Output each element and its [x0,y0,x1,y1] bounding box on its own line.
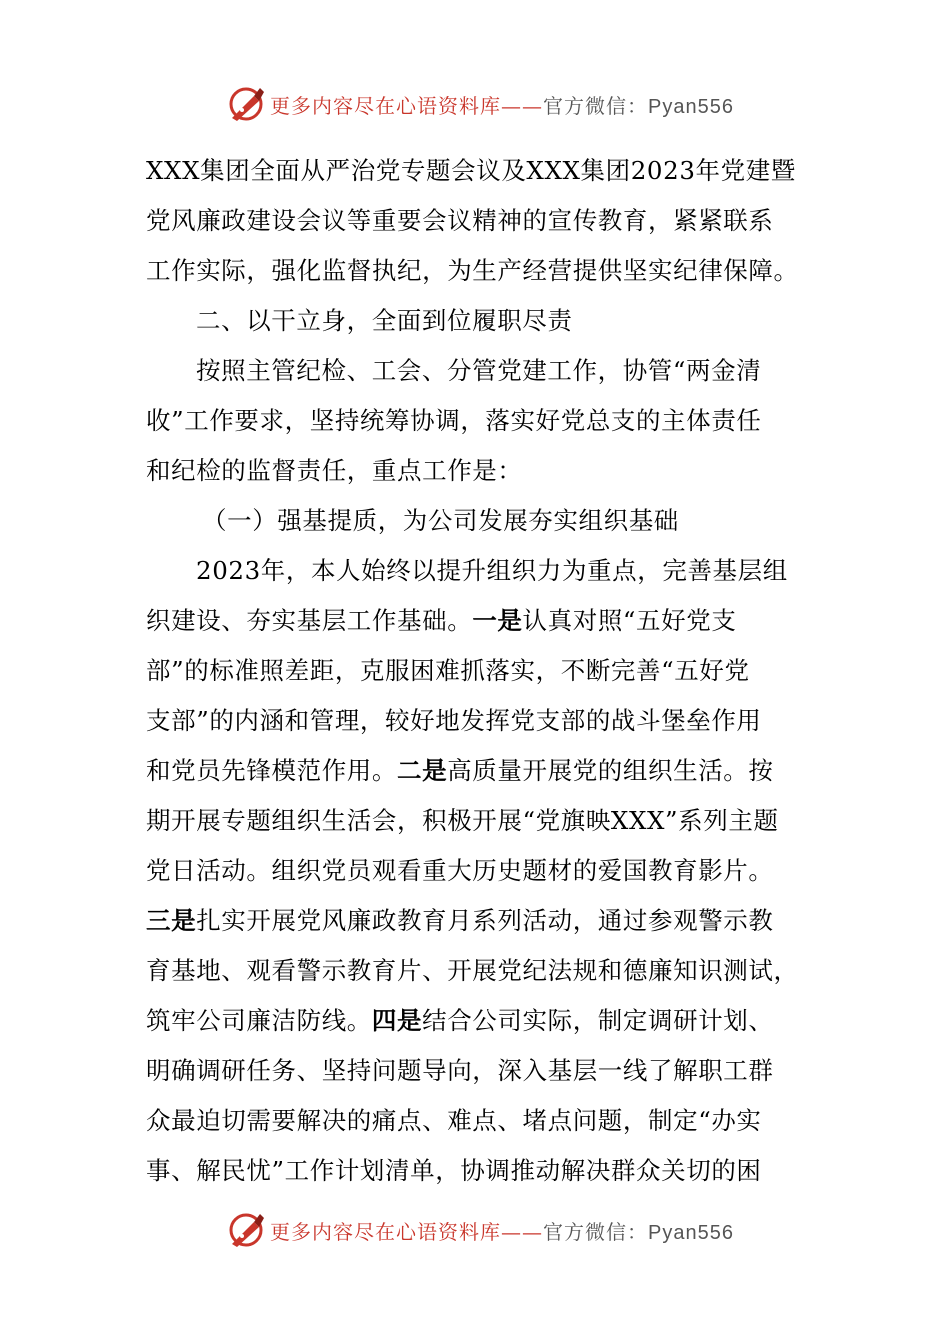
text-line [146,596,806,646]
keyword-bold: 四是 [371,1006,423,1035]
text-span: 认真对照“五好党支 [522,606,737,635]
text-line: 收”工作要求，坚持统筹协调，落实好党总支的主体责任 [146,406,762,435]
keyword-bold: 一是 [472,606,523,635]
text-line: 期开展专题组织生活会，积极开展“党旗映XXX”系列主题 [146,806,779,835]
text-line: 育基地、观看警示教育片、开展党纪法规和德廉知识测试， [146,956,799,985]
text-line: 事、解民忧”工作计划清单，协调推动解决群众关切的困 [146,1156,762,1185]
text-line: 按照主管纪检、工会、分管党建工作，协管“两金清 [196,356,762,385]
header-banner [0,82,950,126]
banner-dash: —— [501,94,543,118]
text-line: 2023年，本人始终以提升组织力为重点，完善基层组 [196,556,788,585]
text-line: 部”的标准照差距，克服困难抓落实，不断完善“五好党 [146,656,750,685]
text-line: 和纪检的监督责任，重点工作是： [146,456,523,485]
banner-handle: Pyan556 [648,96,734,118]
text-line [146,746,806,796]
footer-banner [0,1208,950,1252]
text-line [146,996,806,1046]
subsection-heading: （一）强基提质，为公司发展夯实组织基础 [202,506,679,535]
text-line: 工作实际，强化监督执纪，为生产经营提供坚实纪律保障。 [146,256,799,285]
banner-handle: Pyan556 [648,1222,734,1244]
banner-brand: 更多内容尽在心语资料库 [270,1220,501,1244]
keyword-bold: 三是 [146,906,197,935]
pen-logo-icon [226,1210,266,1250]
text-span: 筑牢公司廉洁防线。 [146,1006,372,1035]
text-line: 众最迫切需要解决的痛点、难点、堵点问题，制定“办实 [146,1106,762,1135]
text-line: 支部”的内涵和管理，较好地发挥党支部的战斗堡垒作用 [146,706,762,735]
text-span: 扎实开展党风廉政教育月系列活动，通过参观警示教 [196,906,774,935]
text-line: XXX集团全面从严治党专题会议及XXX集团2023年党建暨 [146,156,796,185]
banner-wechat-label: 官方微信： [543,1220,648,1244]
text-span: 结合公司实际，制定调研计划、 [422,1006,774,1035]
banner-dash: —— [501,1220,543,1244]
text-line [146,896,806,946]
pen-logo-icon [226,84,266,124]
banner-brand: 更多内容尽在心语资料库 [270,94,501,118]
text-span: 和党员先锋模范作用。 [146,756,397,785]
banner-text [270,90,734,119]
text-line: 明确调研任务、坚持问题导向，深入基层一线了解职工群 [146,1056,774,1085]
text-span: 织建设、夯实基层工作基础。 [146,606,473,635]
keyword-bold: 二是 [397,756,448,785]
section-heading: 二、以干立身，全面到位履职尽责 [196,306,573,335]
text-span: 高质量开展党的组织生活。按 [447,756,774,785]
text-line: 党风廉政建设会议等重要会议精神的宣传教育，紧紧联系 [146,206,774,235]
text-line: 党日活动。组织党员观看重大历史题材的爱国教育影片。 [146,856,774,885]
banner-text [270,1216,734,1245]
document-body [146,146,806,1196]
banner-wechat-label: 官方微信： [543,94,648,118]
